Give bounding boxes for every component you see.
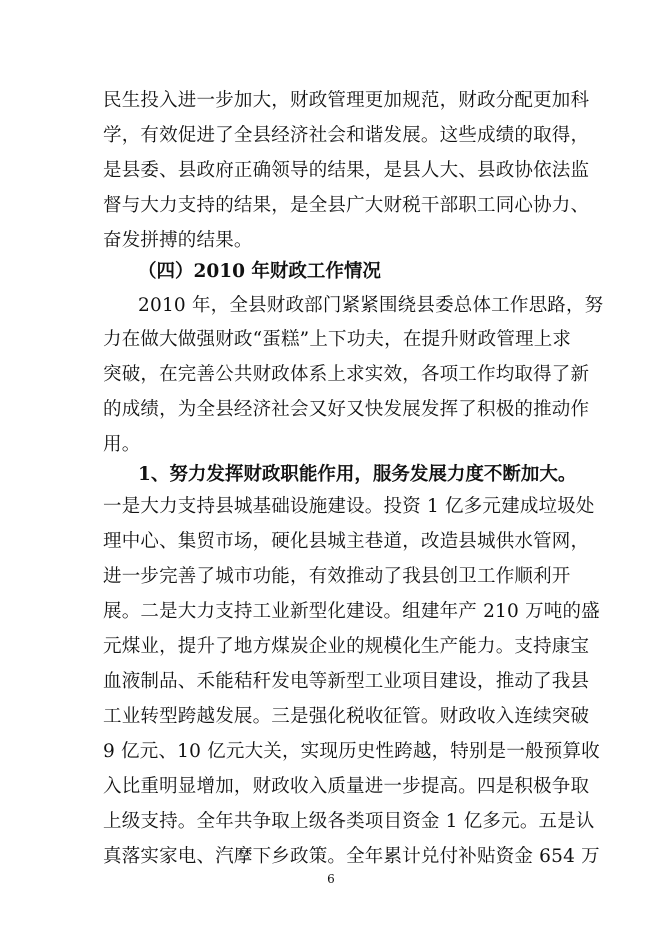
paragraph-3-line-9: 入比重明显增加，财政收入质量进一步提高。四是积极争取: [103, 776, 590, 797]
paragraph-3-line-11: 真落实家电、汽摩下乡政策。全年累计兑付补贴资金 654 万: [103, 846, 600, 867]
paragraph-1-line-2: 学，有效促进了全县经济社会和谐发展。这些成绩的取得，: [103, 125, 590, 146]
section-heading: （四）2010 年财政工作情况: [138, 261, 381, 282]
paragraph-3-line-6: 血液制品、禾能秸秆发电等新型工业项目建设，推动了我县: [103, 671, 590, 692]
paragraph-2-line-1: 2010 年，全县财政部门紧紧围绕县委总体工作思路，努: [138, 295, 604, 316]
paragraph-1-line-3: 是县委、县政府正确领导的结果，是县人大、县政协依法监: [103, 160, 590, 181]
paragraph-1-line-1: 民生投入进一步加大，财政管理更加规范，财政分配更加科: [103, 90, 590, 111]
paragraph-2-line-3: 突破，在完善公共财政体系上求实效，各项工作均取得了新: [103, 364, 590, 385]
paragraph-3-line-7: 工业转型跨越发展。三是强化税收征管。财政收入连续突破: [103, 706, 590, 727]
paragraph-3-line-10: 上级支持。全年共争取上级各类项目资金 1 亿多元。五是认: [103, 811, 595, 832]
paragraph-3-line-5: 元煤业，提升了地方煤炭企业的规模化生产能力。支持康宝: [103, 636, 590, 657]
paragraph-1-line-4: 督与大力支持的结果，是全县广大财税干部职工同心协力、: [103, 195, 590, 216]
paragraph-1-line-5: 奋发拼搏的结果。: [103, 230, 253, 251]
subheading: 1、努力发挥财政职能作用，服务发展力度不断加大。: [138, 464, 577, 485]
paragraph-2-line-4: 的成绩，为全县经济社会又好又快发展发挥了积极的推动作: [103, 399, 590, 420]
paragraph-3-line-3: 进一步完善了城市功能，有效推动了我县创卫工作顺利开: [103, 566, 571, 587]
paragraph-3-line-1: 一是大力支持县城基础设施建设。投资 1 亿多元建成垃圾处: [103, 496, 595, 517]
paragraph-3-line-2: 理中心、集贸市场，硬化县城主巷道，改造县城供水管网，: [103, 531, 590, 552]
page-number: 6: [327, 872, 335, 886]
paragraph-3-line-4: 展。二是大力支持工业新型化建设。组建年产 210 万吨的盛: [103, 601, 600, 622]
paragraph-3-line-8: 9 亿元、10 亿元大关，实现历史性跨越，特别是一般预算收: [103, 741, 600, 762]
paragraph-2-line-5: 用。: [103, 434, 141, 455]
paragraph-2-line-2: 力在做大做强财政“蛋糕”上下功夫，在提升财政管理上求: [103, 329, 572, 350]
